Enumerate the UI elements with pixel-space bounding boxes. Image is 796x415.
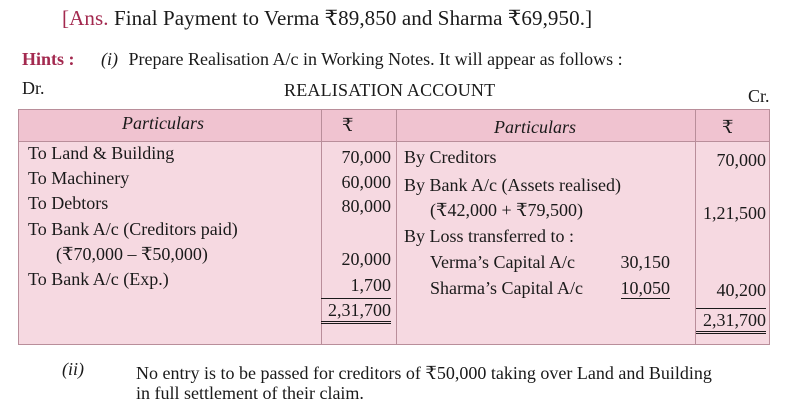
header-particulars-left: Particulars (122, 113, 205, 133)
credit-row-inner-amount (606, 277, 670, 299)
answer-line (62, 6, 592, 31)
credit-row-inner-amount: 30,150 (620, 252, 670, 272)
col-border-left (18, 109, 19, 345)
debit-row-text: (₹70,000 – ₹50,000) (56, 244, 208, 264)
credit-row-text: By Creditors (404, 147, 497, 167)
credit-row-text: By Bank A/c (Assets realised) (404, 175, 621, 195)
cr-label: Cr. (748, 86, 770, 106)
debit-total: 2,31,700 (321, 298, 391, 324)
note-number: (ii) (62, 359, 84, 379)
table-bottom-border (18, 344, 770, 345)
debit-row-amount: 1,700 (350, 275, 391, 295)
header-rupee-right: ₹ (722, 117, 734, 137)
credit-row-text: Sharma’s Capital A/c (430, 278, 583, 298)
credit-row-text: (₹42,000 + ₹79,500) (430, 200, 584, 220)
debit-row-text: To Debtors (28, 193, 109, 213)
hint-text: Prepare Realisation A/c in Working Notes. It will appear as follows : (128, 49, 623, 69)
account-title: REALISATION ACCOUNT (284, 80, 496, 100)
col-border-right (769, 109, 770, 345)
credit-row-amount: 1,21,500 (703, 203, 766, 223)
table-top-border (18, 109, 770, 110)
col-border-2 (396, 109, 397, 345)
credit-row-text: Verma’s Capital A/c (430, 252, 575, 272)
credit-row-text: By Loss transferred to : (404, 226, 574, 246)
debit-row-amount: 80,000 (341, 196, 391, 216)
note-line-1: No entry is to be passed for creditors of ₹50,000 taking over Land and Building (136, 363, 712, 383)
debit-row-text: To Bank A/c (Creditors paid) (28, 219, 238, 239)
debit-row-amount: 20,000 (341, 249, 391, 269)
realisation-account-table (18, 109, 770, 345)
credit-row-amount: 40,200 (716, 280, 766, 300)
credit-total: 2,31,700 (696, 308, 766, 334)
answer-text: Final Payment to Verma ₹89,850 and Sharma ₹69,950.] (113, 6, 593, 30)
dr-label: Dr. (22, 78, 45, 98)
debit-row-amount: 60,000 (341, 172, 391, 192)
hint-number: (i) (101, 49, 119, 69)
debit-row-amount: 70,000 (341, 147, 391, 167)
debit-row-text: To Bank A/c (Exp.) (28, 269, 169, 289)
header-rupee-left: ₹ (342, 115, 354, 135)
credit-row-inner-amount-underlined: 10,050 (620, 278, 670, 298)
hints-label: Hints : (22, 49, 75, 69)
debit-row-text: To Machinery (28, 168, 130, 188)
hints-line (22, 49, 623, 70)
credit-row-amount: 70,000 (716, 150, 766, 170)
answer-label: [Ans. (62, 6, 109, 30)
header-particulars-right: Particulars (494, 117, 577, 137)
note-line-2: in full settlement of their claim. (136, 383, 364, 403)
debit-row-text: To Land & Building (28, 143, 175, 163)
